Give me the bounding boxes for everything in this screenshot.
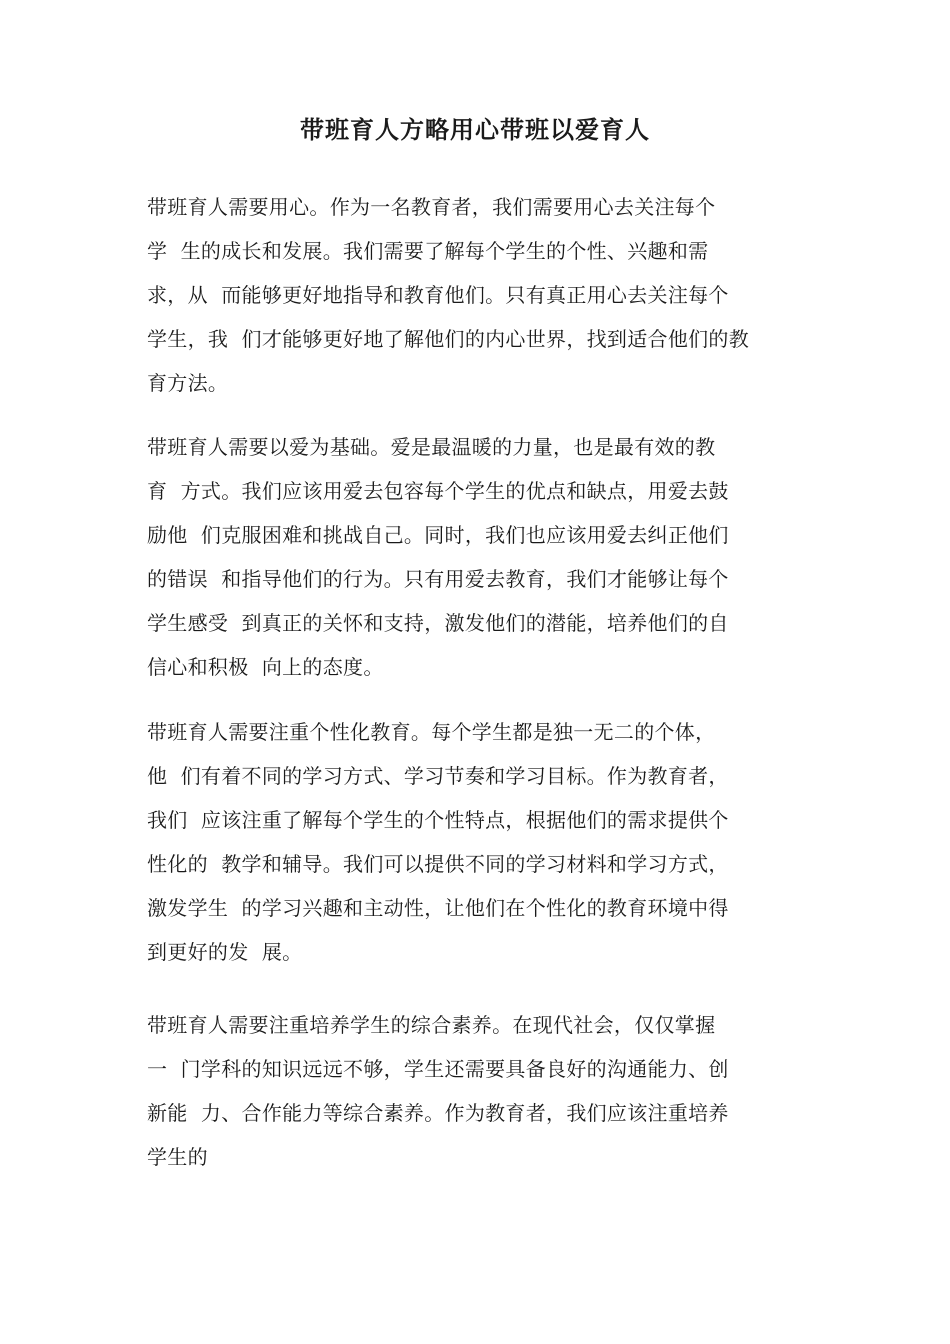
paragraph-line: 学生的 [147, 1145, 208, 1169]
paragraph-line: 带班育人需要注重个性化教育。每个学生都是独一无二的个体， [147, 720, 716, 744]
paragraph-line: 学生，我 们才能够更好地了解他们的内心世界，找到适合他们的教 [147, 327, 750, 351]
paragraph-line: 性化的 教学和辅导。我们可以提供不同的学习材料和学习方式， [147, 852, 729, 876]
paragraph-line: 信心和积极 向上的态度。 [147, 655, 384, 679]
paragraph-line: 带班育人需要以爱为基础。爱是最温暖的力量，也是最有效的教 [147, 435, 716, 459]
paragraph-line: 带班育人需要注重培养学生的综合素养。在现代社会，仅仅掌握 [147, 1013, 716, 1037]
paragraph-4 [147, 1003, 817, 1179]
paragraph-line: 他 们有着不同的学习方式、学习节奏和学习目标。作为教育者， [147, 764, 729, 788]
paragraph-line: 求，从 而能够更好地指导和教育他们。只有真正用心去关注每个 [147, 283, 729, 307]
paragraph-line: 育 方式。我们应该用爱去包容每个学生的优点和缺点，用爱去鼓 [147, 479, 729, 503]
paragraph-line: 学 生的成长和发展。我们需要了解每个学生的个性、兴趣和需 [147, 239, 709, 263]
paragraph-line: 育方法。 [147, 371, 229, 395]
paragraph-line: 学生感受 到真正的关怀和支持，激发他们的潜能，培养他们的自 [147, 611, 729, 635]
paragraph-line: 激发学生 的学习兴趣和主动性，让他们在个性化的教育环境中得 [147, 896, 729, 920]
paragraph-line: 新能 力、合作能力等综合素养。作为教育者，我们应该注重培养 [147, 1101, 729, 1125]
paragraph-3 [147, 710, 817, 974]
paragraph-line: 到更好的发 展。 [147, 940, 303, 964]
document-title: 带班育人方略用心带班以爱育人 [300, 115, 650, 144]
paragraph-1 [147, 185, 817, 405]
paragraph-line: 我们 应该注重了解每个学生的个性特点，根据他们的需求提供个 [147, 808, 729, 832]
paragraph-line: 的错误 和指导他们的行为。只有用爱去教育，我们才能够让每个 [147, 567, 729, 591]
paragraph-line: 一 门学科的知识远远不够，学生还需要具备良好的沟通能力、创 [147, 1057, 729, 1081]
paragraph-2 [147, 425, 817, 689]
paragraph-line: 带班育人需要用心。作为一名教育者，我们需要用心去关注每个 [147, 195, 716, 219]
paragraph-line: 励他 们克服困难和挑战自己。同时，我们也应该用爱去纠正他们 [147, 523, 729, 547]
